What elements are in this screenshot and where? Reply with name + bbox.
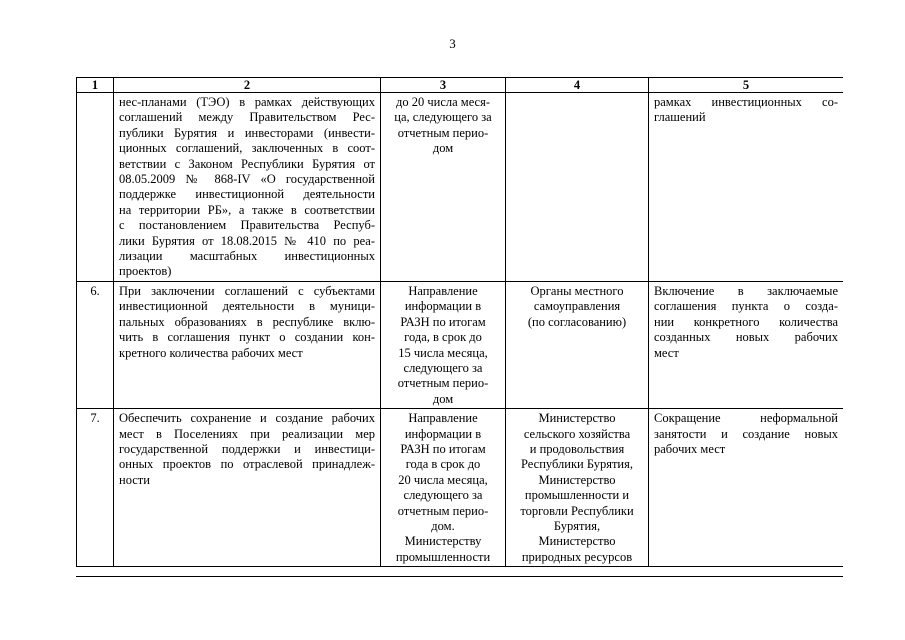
cell-text-line: ца, следующего за [394, 110, 492, 125]
row-number-cell [77, 93, 114, 282]
cell-text-line: государственной поддержки и инвестици- [119, 441, 375, 456]
table-row [77, 93, 844, 282]
header-cell-4: 4 [506, 78, 649, 93]
cell-text-line: поддержке инвестиционной деятельности [119, 187, 375, 202]
cell-text-line: сельского хозяйства [523, 426, 631, 441]
cell-text-line: мест [654, 345, 679, 360]
cell-text-line: Обеспечить сохранение и создание рабочих [119, 411, 375, 426]
cell-text-line: отчетным перио- [397, 376, 489, 391]
table-cell-col4 [506, 409, 649, 567]
cell-text-line: Органы местного [530, 283, 624, 298]
table-cell-col4 [506, 281, 649, 408]
cell-text-line: (по согласованию) [527, 314, 627, 329]
cell-text-line: лизации масштабных инвестиционных [119, 249, 375, 264]
header-cell-2: 2 [114, 78, 381, 93]
table-cell-col4 [506, 93, 649, 282]
cell-text-line: 20 числа месяца, [398, 472, 488, 487]
cell-text-line: соглашения пункта о созда- [654, 299, 838, 314]
table-row [77, 281, 844, 408]
row-number-cell: 7. [77, 409, 114, 567]
table-cell-col5 [649, 281, 844, 408]
cell-text-line: следующего за [403, 360, 483, 375]
cell-text-line: ветствии с Законом Республики Бурятия от [119, 156, 375, 171]
header-cell-5: 5 [649, 78, 844, 93]
cell-text-line: информации в [404, 299, 482, 314]
cell-text-line: соглашений между Правительством Рес- [119, 110, 375, 125]
cell-text-line: Направление [408, 283, 478, 298]
cell-text-line: на территории РБ», а также в соответствии [119, 202, 375, 217]
cell-text-line: торговли Республики [520, 503, 634, 518]
cell-text-line: рамках инвестиционных со- [654, 95, 838, 109]
cell-text-line: дом [432, 391, 454, 406]
table-cell-col2 [114, 409, 381, 567]
cell-text-line: занятости и создание новых [654, 426, 838, 441]
table-cell-col2 [114, 281, 381, 408]
cell-text-line: года, в срок до [404, 330, 482, 345]
table-cell-col2 [114, 93, 381, 282]
cell-text-line: промышленности [395, 549, 491, 564]
cell-text-line: 08.05.2009 № 868-IV «О государственной [119, 172, 375, 187]
cell-text-line: Сокращение неформальной [654, 411, 838, 426]
header-cell-3: 3 [381, 78, 506, 93]
cell-text-line: лики Бурятия от 18.08.2015 № 410 по реа- [119, 233, 375, 248]
measures-table [76, 77, 843, 567]
table-cell-col3 [381, 409, 506, 567]
table-cell-col5 [649, 93, 844, 282]
cell-text-line: чить в соглашения пункт о создании кон- [119, 330, 375, 345]
cell-text-line: Направление [408, 411, 478, 426]
cell-text-line: с постановлением Правительства Респуб- [119, 218, 375, 233]
cell-text-line: дом. [431, 518, 455, 533]
table-cell-col5 [649, 409, 844, 567]
cell-text-line: мест в Поселениях при реализации мер [119, 426, 375, 441]
cell-text-line: ности [119, 472, 150, 487]
cell-text-line: РАЗН по итогам [400, 441, 486, 456]
cell-text-line: и продовольствия [529, 441, 625, 456]
cell-text-line: кретного количества рабочих мест [119, 345, 303, 360]
cell-text-line: глашений [654, 110, 706, 125]
cell-text-line: нии конкретного количества [654, 314, 838, 329]
cell-text-line: ционных соглашений, заключенных в соот- [119, 141, 375, 156]
table-frame [76, 77, 843, 577]
cell-text-line: дом [432, 141, 454, 156]
cell-text-line: нес-планами (ТЭО) в рамках действующих [119, 95, 375, 109]
cell-text-line: Включение в заключаемые [654, 283, 838, 298]
cell-text-line: пальных образованиях в республике вклю- [119, 314, 375, 329]
cell-text-line: созданных новых рабочих [654, 330, 838, 345]
cell-text-line: до 20 числа меся- [395, 95, 491, 109]
row-number-cell: 6. [77, 281, 114, 408]
cell-text-line: Министерство [538, 472, 616, 487]
cell-text-line: РАЗН по итогам [400, 314, 486, 329]
cell-text-line: отчетным перио- [397, 125, 489, 140]
cell-text-line: Министерство [538, 534, 616, 549]
cell-text-line: Бурятия, [553, 518, 601, 533]
cell-text-line: публики Бурятия и инвесторами (инвести- [119, 125, 375, 140]
cell-text-line: онных проектов по отраслевой принадлеж- [119, 457, 375, 472]
cell-text-line: природных ресурсов [521, 549, 633, 564]
table-cell-col3 [381, 281, 506, 408]
cell-text-line: Министерству [404, 534, 482, 549]
cell-text-line: промышленности и [524, 488, 630, 503]
cell-text-line: инвестиционной деятельности в муници- [119, 299, 375, 314]
header-row [77, 78, 844, 93]
cell-text-line: рабочих мест [654, 441, 726, 456]
cell-text-line: самоуправления [533, 299, 621, 314]
table-cell-col3 [381, 93, 506, 282]
cell-text-line: Министерство [538, 411, 616, 426]
cell-text-line: информации в [404, 426, 482, 441]
header-cell-1: 1 [77, 78, 114, 93]
page-number: 3 [449, 36, 456, 51]
cell-text-line: следующего за [403, 488, 483, 503]
cell-text-line: проектов) [119, 264, 172, 279]
cell-text-line: отчетным перио- [397, 503, 489, 518]
cell-text-line: года в срок до [405, 457, 481, 472]
table-row [77, 409, 844, 567]
cell-text-line: 15 числа месяца, [398, 345, 488, 360]
cell-text-line: Республики Бурятия, [521, 457, 633, 472]
cell-text-line: При заключении соглашений с субъектами [119, 283, 375, 298]
